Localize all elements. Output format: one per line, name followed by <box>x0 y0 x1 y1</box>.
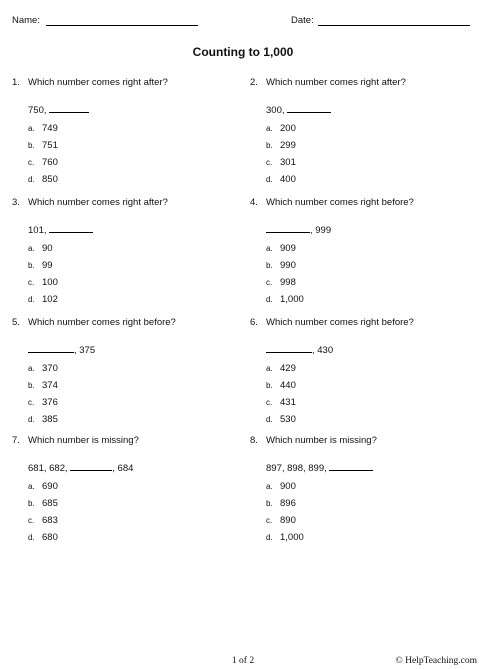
answer-blank[interactable] <box>49 103 89 113</box>
question-stem <box>28 461 133 474</box>
option-b[interactable] <box>28 498 58 509</box>
option-letter: c. <box>266 278 273 287</box>
option-letter: d. <box>28 415 35 424</box>
option-text: 896 <box>280 498 296 509</box>
option-b[interactable] <box>266 380 296 391</box>
option-letter: c. <box>266 158 273 167</box>
option-a[interactable] <box>28 243 53 254</box>
option-letter: d. <box>28 533 35 542</box>
option-letter: c. <box>28 516 35 525</box>
date-field[interactable] <box>318 25 470 26</box>
answer-blank[interactable] <box>49 223 93 233</box>
option-c[interactable] <box>28 515 58 526</box>
option-text: 431 <box>280 397 296 408</box>
option-text: 99 <box>42 260 53 271</box>
question-stem <box>266 461 373 474</box>
question-prompt <box>250 77 406 88</box>
option-text: 376 <box>42 397 58 408</box>
option-text: 680 <box>42 532 58 543</box>
option-a[interactable] <box>28 481 58 492</box>
option-c[interactable] <box>266 157 296 168</box>
question-text: Which number comes right before? <box>28 317 176 328</box>
question-prompt <box>12 317 176 328</box>
question-text: Which number is missing? <box>28 435 139 446</box>
question-stem <box>28 343 95 356</box>
option-text: 751 <box>42 140 58 151</box>
stem-text: , 430 <box>312 345 334 356</box>
option-text: 102 <box>42 294 58 305</box>
option-text: 998 <box>280 277 296 288</box>
option-letter: c. <box>266 398 273 407</box>
question-number: 7. <box>12 435 20 446</box>
answer-blank[interactable] <box>28 343 74 353</box>
option-letter: c. <box>28 278 35 287</box>
option-letter: b. <box>28 381 35 390</box>
question-prompt <box>250 317 414 328</box>
option-letter: d. <box>28 295 35 304</box>
option-text: 690 <box>42 481 58 492</box>
option-letter: d. <box>266 295 273 304</box>
option-b[interactable] <box>266 260 296 271</box>
option-text: 990 <box>280 260 296 271</box>
option-a[interactable] <box>266 123 296 134</box>
page-number: 1 of 2 <box>231 656 255 666</box>
question-text: Which number is missing? <box>266 435 377 446</box>
option-text: 909 <box>280 243 296 254</box>
question-prompt <box>250 435 377 446</box>
option-c[interactable] <box>28 157 58 168</box>
question-stem <box>266 343 333 356</box>
question-text: Which number comes right after? <box>28 197 168 208</box>
option-letter: c. <box>28 398 35 407</box>
option-letter: a. <box>266 244 273 253</box>
option-c[interactable] <box>266 515 296 526</box>
question-prompt <box>12 197 168 208</box>
option-c[interactable] <box>28 277 58 288</box>
answer-blank[interactable] <box>70 461 112 471</box>
option-letter: a. <box>266 364 273 373</box>
option-letter: b. <box>266 381 273 390</box>
question-stem <box>28 223 93 236</box>
question-prompt <box>12 77 168 88</box>
option-text: 1,000 <box>280 532 304 543</box>
option-a[interactable] <box>266 243 296 254</box>
option-c[interactable] <box>266 397 296 408</box>
option-text: 400 <box>280 174 296 185</box>
option-text: 301 <box>280 157 296 168</box>
option-a[interactable] <box>28 363 58 374</box>
stem-text: , 375 <box>74 345 96 356</box>
option-text: 530 <box>280 414 296 425</box>
option-text: 100 <box>42 277 58 288</box>
option-d[interactable] <box>28 174 58 185</box>
option-c[interactable] <box>266 277 296 288</box>
option-text: 685 <box>42 498 58 509</box>
stem-text: 101, <box>28 225 47 236</box>
option-text: 90 <box>42 243 53 254</box>
question-number: 6. <box>250 317 258 328</box>
copyright-notice: © HelpTeaching.com <box>395 656 477 666</box>
option-letter: a. <box>28 244 35 253</box>
option-letter: a. <box>28 482 35 491</box>
option-text: 683 <box>42 515 58 526</box>
answer-blank[interactable] <box>266 223 310 233</box>
question-prompt <box>12 435 139 446</box>
question-number: 1. <box>12 77 20 88</box>
stem-text: 681, 682, <box>28 463 68 474</box>
option-d[interactable] <box>266 294 304 305</box>
option-b[interactable] <box>28 380 58 391</box>
worksheet-title: Counting to 1,000 <box>192 45 294 59</box>
question-number: 4. <box>250 197 258 208</box>
option-text: 370 <box>42 363 58 374</box>
option-c[interactable] <box>28 397 58 408</box>
option-text: 374 <box>42 380 58 391</box>
option-text: 429 <box>280 363 296 374</box>
question-number: 2. <box>250 77 258 88</box>
option-text: 900 <box>280 481 296 492</box>
option-a[interactable] <box>266 481 296 492</box>
question-text: Which number comes right before? <box>266 197 414 208</box>
option-letter: d. <box>266 415 273 424</box>
option-d[interactable] <box>266 532 304 543</box>
option-text: 890 <box>280 515 296 526</box>
question-number: 5. <box>12 317 20 328</box>
option-letter: a. <box>28 364 35 373</box>
name-label: Name: <box>12 15 40 26</box>
option-letter: d. <box>28 175 35 184</box>
name-field[interactable] <box>46 25 198 26</box>
option-text: 385 <box>42 414 58 425</box>
question-number: 8. <box>250 435 258 446</box>
option-text: 440 <box>280 380 296 391</box>
date-label: Date: <box>291 15 314 26</box>
option-letter: b. <box>28 141 35 150</box>
stem-text: , 684 <box>112 463 134 474</box>
question-stem <box>266 103 331 116</box>
option-letter: a. <box>266 124 273 133</box>
option-letter: d. <box>266 175 273 184</box>
option-text: 299 <box>280 140 296 151</box>
option-letter: a. <box>28 124 35 133</box>
option-letter: d. <box>266 533 273 542</box>
option-b[interactable] <box>266 498 296 509</box>
option-letter: b. <box>28 499 35 508</box>
option-letter: b. <box>266 261 273 270</box>
option-d[interactable] <box>28 414 58 425</box>
answer-blank[interactable] <box>329 461 373 471</box>
option-a[interactable] <box>28 123 58 134</box>
option-letter: b. <box>28 261 35 270</box>
question-stem <box>266 223 331 236</box>
question-number: 3. <box>12 197 20 208</box>
question-text: Which number comes right after? <box>28 77 168 88</box>
answer-blank[interactable] <box>287 103 331 113</box>
option-d[interactable] <box>28 294 58 305</box>
question-text: Which number comes right before? <box>266 317 414 328</box>
stem-text: 300, <box>266 105 285 116</box>
option-b[interactable] <box>266 140 296 151</box>
option-b[interactable] <box>28 260 53 271</box>
option-a[interactable] <box>266 363 296 374</box>
option-d[interactable] <box>28 532 58 543</box>
option-text: 200 <box>280 123 296 134</box>
question-prompt <box>250 197 414 208</box>
option-letter: b. <box>266 141 273 150</box>
option-letter: c. <box>266 516 273 525</box>
option-letter: b. <box>266 499 273 508</box>
question-stem <box>28 103 89 116</box>
option-text: 749 <box>42 123 58 134</box>
option-text: 850 <box>42 174 58 185</box>
option-letter: c. <box>28 158 35 167</box>
stem-text: , 999 <box>310 225 332 236</box>
option-text: 1,000 <box>280 294 304 305</box>
stem-text: 750, <box>28 105 47 116</box>
option-text: 760 <box>42 157 58 168</box>
option-b[interactable] <box>28 140 58 151</box>
question-text: Which number comes right after? <box>266 77 406 88</box>
option-letter: a. <box>266 482 273 491</box>
option-d[interactable] <box>266 414 296 425</box>
answer-blank[interactable] <box>266 343 312 353</box>
option-d[interactable] <box>266 174 296 185</box>
stem-text: 897, 898, 899, <box>266 463 327 474</box>
